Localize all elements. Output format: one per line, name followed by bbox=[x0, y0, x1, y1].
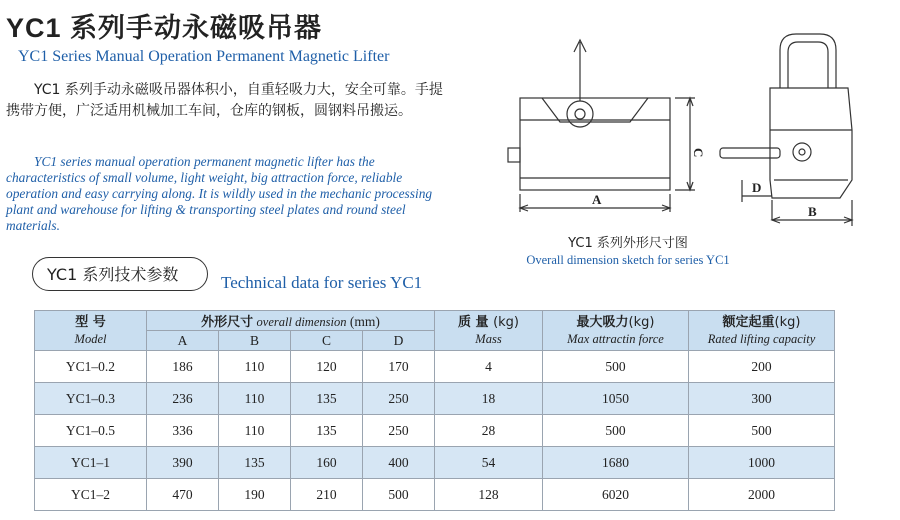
intro-text-en: YC1 series manual operation permanent magnetic lifter has the characteristics of small volume, light weight, big attraction force, reliable operation and easy carrying along. It is wildly used in the mechanic processing plant and warehouse for lifting & transporting steel plates and round steel materials. bbox=[6, 154, 433, 233]
dimension-label-a: A bbox=[592, 192, 602, 207]
dimension-label-d: D bbox=[752, 180, 762, 195]
cell-model: YC1–0.3 bbox=[35, 383, 147, 415]
cell-force: 1050 bbox=[543, 383, 689, 415]
cell-b: 110 bbox=[219, 351, 291, 383]
cell-b: 110 bbox=[219, 383, 291, 415]
cell-capacity: 200 bbox=[689, 351, 835, 383]
cell-a: 470 bbox=[147, 479, 219, 511]
cell-b: 135 bbox=[219, 447, 291, 479]
dimension-label-b: B bbox=[808, 204, 817, 219]
sketch-caption-en: Overall dimension sketch for series YC1 bbox=[526, 253, 730, 267]
cell-a: 390 bbox=[147, 447, 219, 479]
header-model-cn: 型 号 bbox=[75, 315, 106, 330]
header-mass-en: Mass bbox=[475, 332, 502, 346]
cell-b: 110 bbox=[219, 415, 291, 447]
header-force bbox=[543, 311, 689, 351]
header-capacity-en: Rated lifting capacity bbox=[707, 332, 816, 346]
header-force-cn: 最大吸力 bbox=[576, 315, 629, 330]
sketch-caption-cn: YC1 系列外形尺寸图 bbox=[568, 236, 688, 251]
header-dimension-cn: 外形尺寸 bbox=[201, 315, 254, 330]
cell-force: 500 bbox=[543, 351, 689, 383]
table-row bbox=[35, 351, 835, 383]
spec-table bbox=[34, 310, 835, 511]
front-view-body bbox=[520, 98, 670, 190]
cell-force: 500 bbox=[543, 415, 689, 447]
header-mass-unit: (kg) bbox=[493, 315, 519, 330]
table-row bbox=[35, 383, 835, 415]
cell-c: 210 bbox=[291, 479, 363, 511]
header-mass bbox=[435, 311, 543, 351]
cell-mass: 4 bbox=[435, 351, 543, 383]
cell-a: 186 bbox=[147, 351, 219, 383]
table-row bbox=[35, 479, 835, 511]
table-row bbox=[35, 447, 835, 479]
cell-c: 120 bbox=[291, 351, 363, 383]
side-view-body bbox=[770, 88, 852, 198]
header-dimension-unit: (mm) bbox=[349, 314, 380, 329]
section-title-badge: YC1 系列技术参数 bbox=[32, 257, 208, 291]
table-row bbox=[35, 415, 835, 447]
cell-model: YC1–0.5 bbox=[35, 415, 147, 447]
cell-capacity: 1000 bbox=[689, 447, 835, 479]
cell-c: 160 bbox=[291, 447, 363, 479]
cell-capacity: 300 bbox=[689, 383, 835, 415]
header-dimension bbox=[147, 311, 435, 331]
cell-force: 1680 bbox=[543, 447, 689, 479]
cell-c: 135 bbox=[291, 415, 363, 447]
header-dimension-en: overall dimension bbox=[256, 315, 347, 329]
cell-model: YC1–0.2 bbox=[35, 351, 147, 383]
header-dim-b: B bbox=[219, 331, 291, 351]
header-model-en: Model bbox=[74, 332, 107, 346]
cell-d: 400 bbox=[363, 447, 435, 479]
cell-a: 236 bbox=[147, 383, 219, 415]
header-mass-cn: 质 量 bbox=[458, 315, 489, 330]
cell-force: 6020 bbox=[543, 479, 689, 511]
intro-text-cn: YC1 系列手动永磁吸吊器体积小，自重轻吸力大，安全可靠。手提携带方便，广泛适用机械加工车间，仓库的钢板，圆钢料吊搬运。 bbox=[6, 82, 443, 119]
dimension-label-c: C bbox=[691, 148, 706, 158]
header-dim-c: C bbox=[291, 331, 363, 351]
cell-mass: 128 bbox=[435, 479, 543, 511]
cell-mass: 28 bbox=[435, 415, 543, 447]
lifting-ring bbox=[567, 101, 593, 127]
release-lever bbox=[720, 148, 780, 158]
dimension-sketch bbox=[480, 30, 890, 230]
cell-capacity: 2000 bbox=[689, 479, 835, 511]
cell-a: 336 bbox=[147, 415, 219, 447]
cell-mass: 54 bbox=[435, 447, 543, 479]
cell-b: 190 bbox=[219, 479, 291, 511]
header-capacity-cn: 额定起重 bbox=[722, 315, 775, 330]
cell-d: 170 bbox=[363, 351, 435, 383]
cell-mass: 18 bbox=[435, 383, 543, 415]
header-force-en: Max attractin force bbox=[567, 332, 664, 346]
section-title-en: Technical data for series YC1 bbox=[221, 273, 423, 292]
cell-d: 250 bbox=[363, 383, 435, 415]
cell-capacity: 500 bbox=[689, 415, 835, 447]
cell-d: 250 bbox=[363, 415, 435, 447]
header-model bbox=[35, 311, 147, 351]
header-dim-d: D bbox=[363, 331, 435, 351]
header-capacity bbox=[689, 311, 835, 351]
cell-model: YC1–2 bbox=[35, 479, 147, 511]
header-dim-a: A bbox=[147, 331, 219, 351]
header-force-unit: (kg) bbox=[628, 315, 655, 330]
page-title: YC1 系列手动永磁吸吊器 bbox=[6, 13, 323, 43]
cell-c: 135 bbox=[291, 383, 363, 415]
page-subtitle: YC1 Series Manual Operation Permanent Magnetic Lifter bbox=[18, 48, 390, 65]
cell-model: YC1–1 bbox=[35, 447, 147, 479]
cell-d: 500 bbox=[363, 479, 435, 511]
header-capacity-unit: (kg) bbox=[774, 315, 801, 330]
